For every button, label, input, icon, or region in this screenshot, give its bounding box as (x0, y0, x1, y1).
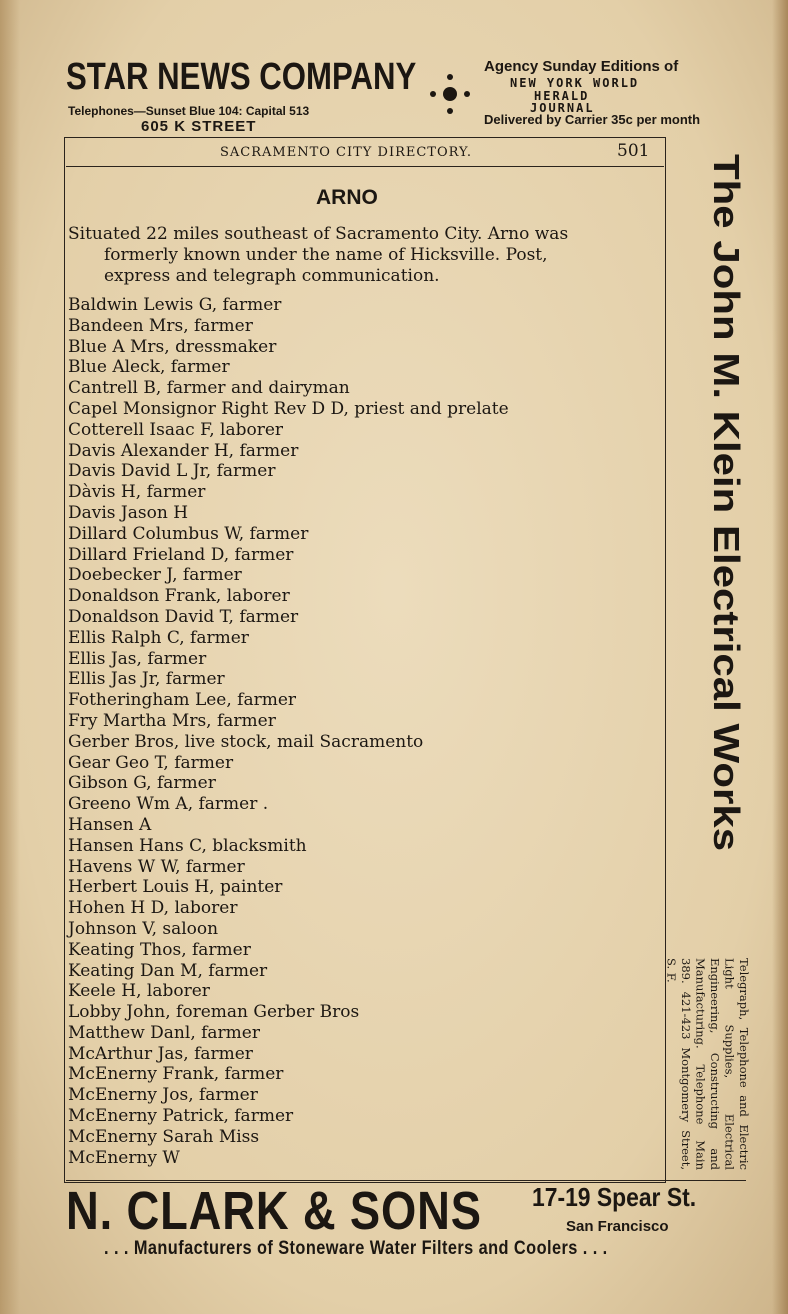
intro-line: express and telegraph communication. (104, 266, 440, 286)
directory-entry: Greeno Wm A, farmer . (68, 794, 269, 815)
star-news-address: 605 K STREET (141, 118, 257, 135)
section-intro (68, 224, 660, 287)
directory-entry: McEnerny Patrick, farmer (68, 1106, 294, 1127)
running-head: SACRAMENTO CITY DIRECTORY. (220, 145, 473, 160)
page-edge-right (772, 0, 788, 1314)
directory-entry: Johnson V, saloon (68, 918, 219, 939)
directory-entry: Fotheringham Lee, farmer (68, 690, 297, 711)
directory-entry: Dillard Frieland D, farmer (68, 544, 294, 565)
directory-entry: Blue Aleck, farmer (68, 357, 230, 378)
agency-heading: Agency Sunday Editions of (484, 58, 679, 75)
clark-sons-name: N. CLARK & SONS (66, 1181, 482, 1241)
star-news-advertisement (0, 0, 788, 135)
newspaper-name: HERALD (534, 89, 590, 103)
directory-entry: McEnerny Sarah Miss (68, 1126, 260, 1147)
directory-entry: Gerber Bros, live stock, mail Sacramento (68, 731, 424, 752)
newspaper-name: NEW YORK WORLD (510, 76, 640, 90)
directory-entry: McArthur Jas, farmer (68, 1043, 253, 1064)
page-number: 501 (617, 141, 650, 161)
directory-entry: Davis Jason H (68, 502, 189, 523)
directory-entry: Doebecker J, farmer (68, 565, 242, 586)
directory-entry: Cotterell Isaac F, laborer (68, 419, 284, 440)
directory-entry: Dàvis H, farmer (68, 482, 206, 503)
page-edge-left (0, 0, 20, 1314)
klein-electrical-ad-title: The John M. Klein Electrical Works (706, 154, 747, 852)
directory-entry: Donaldson Frank, laborer (68, 586, 290, 607)
directory-entry: Hohen H D, laborer (68, 898, 238, 919)
directory-entry: Donaldson David T, farmer (68, 606, 299, 627)
directory-entry: Baldwin Lewis G, farmer (68, 295, 282, 315)
header-rule (66, 166, 664, 167)
delivery-note: Delivered by Carrier 35c per month (484, 112, 701, 127)
directory-entry: Keating Dan M, farmer (68, 960, 268, 981)
directory-entry: Davis David L Jr, farmer (68, 461, 276, 482)
directory-entry: Ellis Ralph C, farmer (68, 627, 249, 648)
clark-sons-tagline: . . . Manufacturers of Stoneware Water Filters and Coolers . . . (104, 1238, 608, 1259)
directory-entry: Bandeen Mrs, farmer (68, 315, 253, 336)
clark-sons-city: San Francisco (566, 1218, 669, 1235)
star-news-phones: Telephones—Sunset Blue 104: Capital 513 (68, 104, 310, 118)
klein-electrical-ad-details: Telegraph, Telephone and Electric Light Supplies, Electrical Engineering, Constructing and Manufacturing. Telephone Main 389. 421-423 Montgomery Street, S. F. (664, 958, 751, 1170)
star-ornament-icon (430, 74, 470, 114)
section-title: ARNO (316, 186, 378, 209)
directory-entry: Capel Monsignor Right Rev D D, priest and prelate (68, 398, 509, 419)
clark-sons-street: 17-19 Spear St. (532, 1182, 697, 1212)
newspaper-name: JOURNAL (530, 101, 595, 115)
directory-entry: Lobby John, foreman Gerber Bros (68, 1002, 360, 1023)
directory-entry: McEnerny Frank, farmer (68, 1064, 284, 1085)
directory-entry: Ellis Jas, farmer (68, 648, 207, 669)
directory-entry: Havens W W, farmer (68, 856, 245, 877)
intro-line: Situated 22 miles southeast of Sacramento City. Arno was (68, 224, 569, 244)
directory-entry: Gibson G, farmer (68, 773, 216, 794)
directory-entry: Hansen A (68, 814, 152, 835)
intro-line: formerly known under the name of Hicksville. Post, (104, 245, 548, 265)
directory-entry: McEnerny Jos, farmer (68, 1085, 258, 1106)
directory-entry: Matthew Danl, farmer (68, 1022, 260, 1043)
directory-entry: Davis Alexander H, farmer (68, 440, 299, 461)
star-news-title: STAR NEWS COMPANY (66, 56, 417, 98)
directory-entry: Dillard Columbus W, farmer (68, 523, 309, 544)
directory-entry: Herbert Louis H, painter (68, 877, 283, 898)
directory-entry: Cantrell B, farmer and dairyman (68, 378, 350, 399)
directory-entry-list (68, 295, 509, 1168)
directory-entry: Ellis Jas Jr, farmer (68, 669, 225, 690)
directory-entry: Keating Thos, farmer (68, 939, 251, 960)
directory-entry: McEnerny W (68, 1147, 180, 1168)
directory-entry: Keele H, laborer (68, 981, 210, 1002)
directory-entry: Gear Geo T, farmer (68, 752, 234, 773)
directory-entry: Fry Martha Mrs, farmer (68, 710, 276, 731)
directory-entry: Blue A Mrs, dressmaker (68, 336, 277, 357)
directory-entry: Hansen Hans C, blacksmith (68, 835, 307, 856)
